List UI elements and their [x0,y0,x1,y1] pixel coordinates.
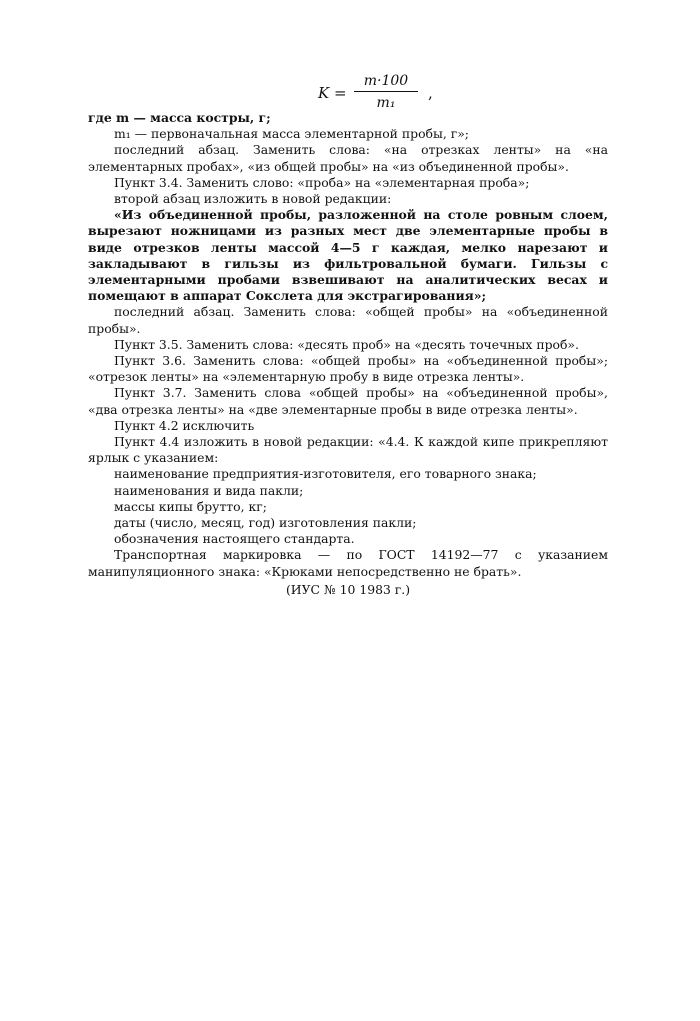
paragraph-punkt-4-2: Пункт 4.2 исключить [114,417,255,433]
formula-numerator: m·100 [363,73,409,89]
paragraph-punkt-3-4: Пункт 3.4. Заменить слово: «проба» на «элементарная проба»; [114,174,530,190]
list-item-manufacturer: наименование предприятия-изготовителя, его товарного знака; [114,466,537,482]
fraction-bar [354,91,418,92]
formula-denominator: m₁ [376,95,396,111]
paragraph-punkt-3-7: Пункт 3.7. Заменить слова «общей пробы» на «объединенной пробы», «два отрезка ленты» на «две элементарные пробы в виде отрезка ленты». [88,385,608,417]
definition-m: где m — масса костры, г; [88,110,271,125]
definition-m1: m₁ — первоначальная масса элементарной пробы, г»; [114,126,469,142]
formula-lhs: K = [318,84,347,102]
paragraph-transport-marking: Транспортная маркировка — по ГОСТ 14192—77 с указанием манипуляционного знака: «Крюками непосредственно не брать». [88,547,608,579]
document-body [88,110,608,598]
list-item-mass: массы кипы брутто, кг; [114,498,267,514]
formula-fraction [354,72,418,112]
source-reference: (ИУС № 10 1983 г.) [285,581,411,597]
paragraph-new-text: «Из объединенной пробы, разложенной на столе ровным слоем, вырезают ножницами из разных мест две элементарные пробы в виде отрезков ленты массой 4—5 г каждая, мелко нарезают и закладывают в гильзы из фильтровальной бумаги. Гильзы с элементарными пробами взвешивают на аналитических весах и помещают в аппарат Сокслета для экстрагирования»; [88,207,608,304]
paragraph-last-abzac-1: последний абзац. Заменить слова: «на отрезках ленты» на «на элементарных пробах», «из общей пробы» на «из объединенной пробы». [88,142,608,174]
paragraph-last-abzac-2: последний абзац. Заменить слова: «общей пробы» на «объединенной пробы». [88,304,608,336]
paragraph-second-abzac: второй абзац изложить в новой редакции: [114,191,392,207]
paragraph-punkt-3-5: Пункт 3.5. Заменить слова: «десять проб» на «десять точечных проб». [114,336,579,352]
paragraph-punkt-3-6: Пункт 3.6. Заменить слова: «общей пробы» на «объединенной пробы»; «отрезок ленты» на «элементарную пробу в виде отрезка ленты». [88,353,608,385]
formula-trailing-comma: , [428,84,433,102]
list-item-name: наименования и вида пакли; [114,482,304,498]
list-item-standard: обозначения настоящего стандарта. [114,531,355,547]
list-item-date: даты (число, месяц, год) изготовления пакли; [114,515,417,531]
paragraph-punkt-4-4: Пункт 4.4 изложить в новой редакции: «4.4. К каждой кипе прикрепляют ярлык с указанием: [88,434,608,466]
